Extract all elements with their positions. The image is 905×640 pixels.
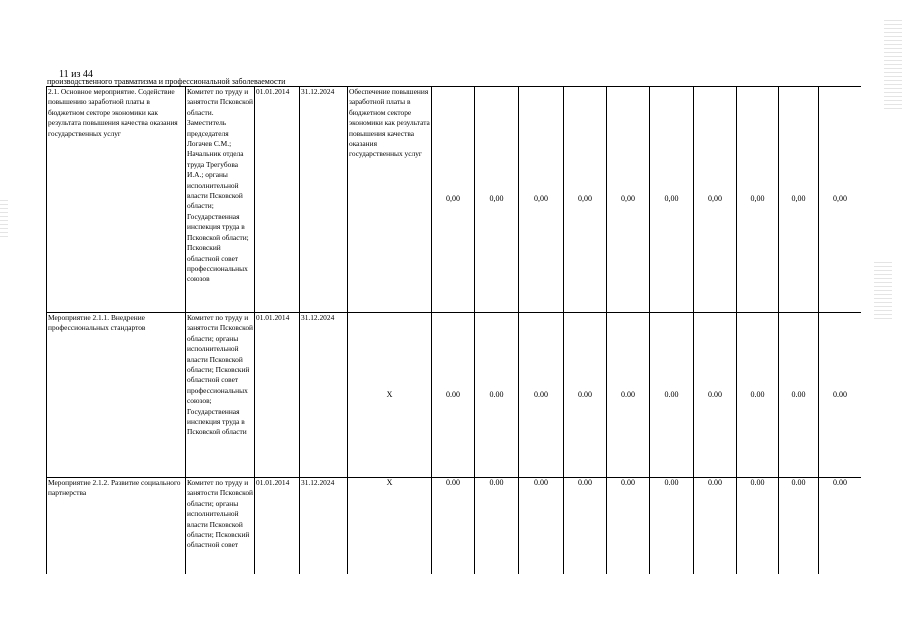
- value-cell: 0.00: [519, 313, 564, 478]
- end-date-cell: 31.12.2024: [300, 478, 348, 575]
- value-cell: 0,00: [819, 87, 862, 313]
- value-cell: 0.00: [779, 478, 819, 575]
- value-cell: 0,00: [650, 87, 694, 313]
- section-heading: производственного травматизма и профессиональной заболеваемости: [47, 77, 286, 86]
- value-cell: 0,00: [737, 87, 779, 313]
- expected-result-cell: Х: [348, 478, 432, 575]
- value-cell: 0.00: [607, 478, 650, 575]
- end-date-cell: 31.12.2024: [300, 313, 348, 478]
- value-cell: 0,00: [564, 87, 607, 313]
- activity-name-cell: 2.1. Основное мероприятие. Содействие повышению заработной платы в бюджетном секторе экономики как результата повышения качества оказания государственных услуг: [47, 87, 186, 313]
- program-table-wrapper: [46, 86, 861, 574]
- table-top-border: [46, 86, 861, 87]
- executor-cell: Комитет по труду и занятости Псковской области; органы исполнительной власти Псковской области; Псковский областной совет профессиональных союзов; Государственная инспекция труда в Псковской области: [186, 313, 255, 478]
- value-cell: 0.00: [475, 313, 519, 478]
- start-date-cell: 01.01.2014: [255, 87, 300, 313]
- activity-name-cell: Мероприятие 2.1.2. Развитие социального партнерства: [47, 478, 186, 575]
- page-number: 11 из 44: [59, 69, 93, 80]
- value-cell: 0.00: [737, 313, 779, 478]
- executor-cell: Комитет по труду и занятости Псковской области; органы исполнительной власти Псковской области; Псковский областной совет: [186, 478, 255, 575]
- scan-artifact-right-bottom: [874, 262, 892, 322]
- value-cell: 0,00: [694, 87, 737, 313]
- expected-result-cell: Х: [348, 313, 432, 478]
- value-cell: 0.00: [737, 478, 779, 575]
- value-cell: 0.00: [519, 478, 564, 575]
- table-row: [47, 478, 862, 575]
- value-cell: 0.00: [475, 478, 519, 575]
- start-date-cell: 01.01.2014: [255, 313, 300, 478]
- scan-artifact-right-top: [884, 20, 902, 110]
- value-cell: 0.00: [564, 478, 607, 575]
- value-cell: 0,00: [607, 87, 650, 313]
- value-cell: 0.00: [432, 313, 475, 478]
- activity-name-cell: Мероприятие 2.1.1. Внедрение профессиональных стандартов: [47, 313, 186, 478]
- program-table: [46, 86, 861, 574]
- end-date-cell: 31.12.2024: [300, 87, 348, 313]
- value-cell: 0,00: [432, 87, 475, 313]
- value-cell: 0.00: [819, 478, 862, 575]
- expected-result-cell: Обеспечение повышения заработной платы в бюджетном секторе экономики как результата повышения качества оказания государственных услуг: [348, 87, 432, 313]
- start-date-cell: 01.01.2014: [255, 478, 300, 575]
- value-cell: 0.00: [819, 313, 862, 478]
- executor-cell: Комитет по труду и занятости Псковской области. Заместитель председателя Логачев С.М.; Начальник отдела труда Трегубова И.А.; органы исполнительной власти Псковской области; Государственная инспекция труда в Псковской области; Псковский областной совет профессиональных союзов: [186, 87, 255, 313]
- value-cell: 0,00: [779, 87, 819, 313]
- value-cell: 0.00: [779, 313, 819, 478]
- value-cell: 0.00: [607, 313, 650, 478]
- scan-artifact-left: [0, 200, 8, 240]
- value-cell: 0.00: [694, 313, 737, 478]
- value-cell: 0.00: [650, 478, 694, 575]
- table-row: [47, 87, 862, 313]
- value-cell: 0.00: [650, 313, 694, 478]
- value-cell: 0.00: [694, 478, 737, 575]
- value-cell: 0,00: [475, 87, 519, 313]
- value-cell: 0.00: [432, 478, 475, 575]
- table-row: [47, 313, 862, 478]
- value-cell: 0,00: [519, 87, 564, 313]
- value-cell: 0.00: [564, 313, 607, 478]
